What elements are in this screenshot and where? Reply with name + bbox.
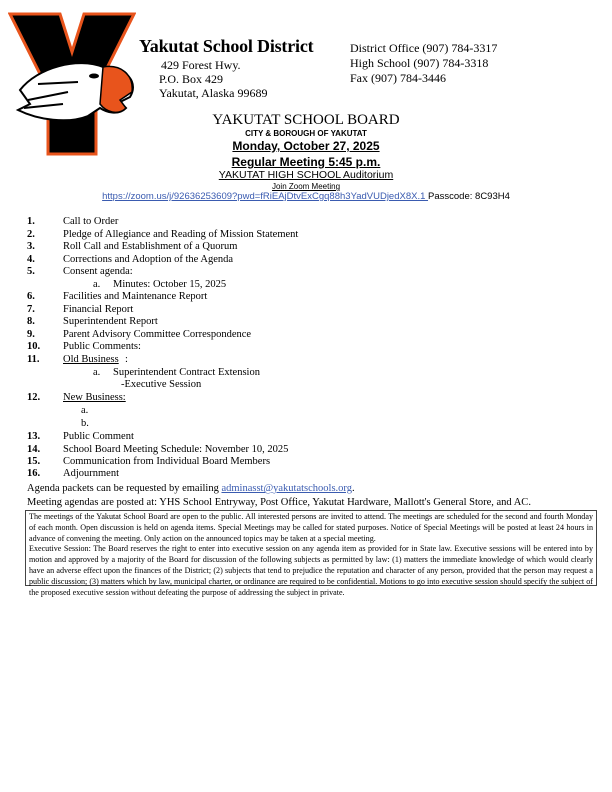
agenda-number: 6. [27, 291, 35, 302]
address-street: 429 Forest Hwy. [161, 58, 241, 72]
agenda-item: Parent Advisory Committee Correspondence [63, 329, 252, 340]
agenda-item: Superintendent Report [63, 316, 158, 327]
agenda-item: Public Comment [63, 431, 134, 442]
address-pobox: P.O. Box 429 [159, 72, 224, 86]
agenda-item: Financial Report [63, 304, 134, 315]
join-zoom-label: Join Zoom Meeting [271, 182, 341, 191]
old-business-a-letter: a. [93, 367, 101, 378]
zoom-link[interactable]: https://zoom.us/j/92636253609?pwd=fRiEAjDtvExCgq88h3YadVUDjedX8X.1 [102, 191, 429, 202]
consent-item-minutes: Minutes: October 15, 2025 [113, 279, 227, 290]
old-business-item-contract: Superintendent Contract Extension [113, 367, 260, 378]
agenda-number: 5. [27, 266, 35, 277]
meeting-location: YAKUTAT HIGH SCHOOL Auditorium [218, 169, 394, 181]
old-business-colon: : [125, 354, 128, 365]
board-title: YAKUTAT SCHOOL BOARD [212, 112, 400, 128]
agenda-number: 11. [27, 354, 40, 365]
address-city: Yakutat, Alaska 99689 [159, 86, 268, 100]
agenda-packets-note [27, 483, 355, 494]
agenda-item: Consent agenda: [63, 266, 133, 277]
agenda-number: 3. [27, 241, 35, 252]
old-business-item-executive-session: -Executive Session [121, 379, 202, 390]
agenda-item: Pledge of Allegiance and Reading of Mission Statement [63, 229, 299, 240]
phone-district-office: District Office (907) 784-3317 [350, 41, 498, 55]
agenda-item: School Board Meeting Schedule: November 10, 2025 [63, 444, 289, 455]
agenda-item: Corrections and Adoption of the Agenda [63, 254, 234, 265]
meeting-date: Monday, October 27, 2025 [232, 139, 380, 153]
phone-fax: Fax (907) 784-3446 [350, 71, 446, 85]
notice-open-meetings: The meetings of the Yakutat School Board are open to the public. All interested persons are invited to attend. The meetings are scheduled for the second and fourth Monday of each month. Open discussion is held on agenda items. Special Meetings may be called for stated purposes. Notice of Special Meetings will be posted at least 24 hours in advance of convening the meeting. Only action on the announced topics may be taken at a special meeting. [29, 512, 593, 543]
agenda-item: Roll Call and Establishment of a Quorum [63, 241, 238, 252]
agenda-number: 9. [27, 329, 35, 340]
agenda-number: 12. [27, 392, 41, 403]
agenda-number: 7. [27, 304, 35, 315]
passcode: Passcode: 8C93H4 [428, 191, 510, 202]
agenda-item: Facilities and Maintenance Report [63, 291, 208, 302]
posting-locations: Meeting agendas are posted at: YHS School Entryway, Post Office, Yakutat Hardware, Mallott's General Store, and AC. [27, 497, 531, 508]
agenda-item: Public Comments: [63, 341, 141, 352]
district-name: Yakutat School District [139, 36, 314, 56]
agenda-number: 14. [27, 444, 41, 455]
email-link[interactable]: adminasst@yakutatschools.org [221, 483, 352, 494]
agenda-number: 4. [27, 254, 35, 265]
agenda-number: 13. [27, 431, 41, 442]
consent-a-letter: a. [93, 279, 101, 290]
agenda-item: Old Business [63, 354, 119, 365]
agenda-number: 8. [27, 316, 35, 327]
new-business-a: a. [81, 405, 89, 416]
agenda-item: Adjournment [63, 468, 119, 479]
agenda-number: 16. [27, 468, 41, 479]
notice-executive-session: Executive Session: The Board reserves the right to enter into executive session on any agenda item as provided for in State law. Executive sessions will be entered into by motion and approved by a majority of the Board for discussion of the following subjects as permitted by law: (1) matters the immediate knowledge of which would clearly have an adverse effect upon the finances of the District; (2) subjects that tend to prejudice the reputation and character of any person, provided that the person may request a public discussion; (3) matters which by law, municipal charter, or ordinance are required to be confidential. Motions to go into executive session should specify the subject of the proposed executive session without defeating the purpose of addressing the subject in private. [29, 544, 593, 597]
agenda-item: New Business: [63, 392, 126, 403]
agenda-number: 1. [27, 216, 35, 227]
agenda-item: Call to Order [63, 216, 119, 227]
agenda-number: 15. [27, 456, 41, 467]
packets-end: . [351, 483, 355, 494]
new-business-b: b. [81, 418, 89, 429]
city-borough: CITY & BOROUGH OF YAKUTAT [245, 129, 367, 138]
public-notice-box [25, 510, 597, 597]
agenda-number: 2. [27, 229, 35, 240]
agenda-item: Communication from Individual Board Members [63, 456, 271, 467]
agenda-number: 10. [27, 341, 41, 352]
packets-text: Agenda packets can be requested by emailing [27, 483, 222, 494]
phone-high-school: High School (907) 784-3318 [350, 56, 489, 70]
meeting-time: Regular Meeting 5:45 p.m. [231, 155, 381, 169]
